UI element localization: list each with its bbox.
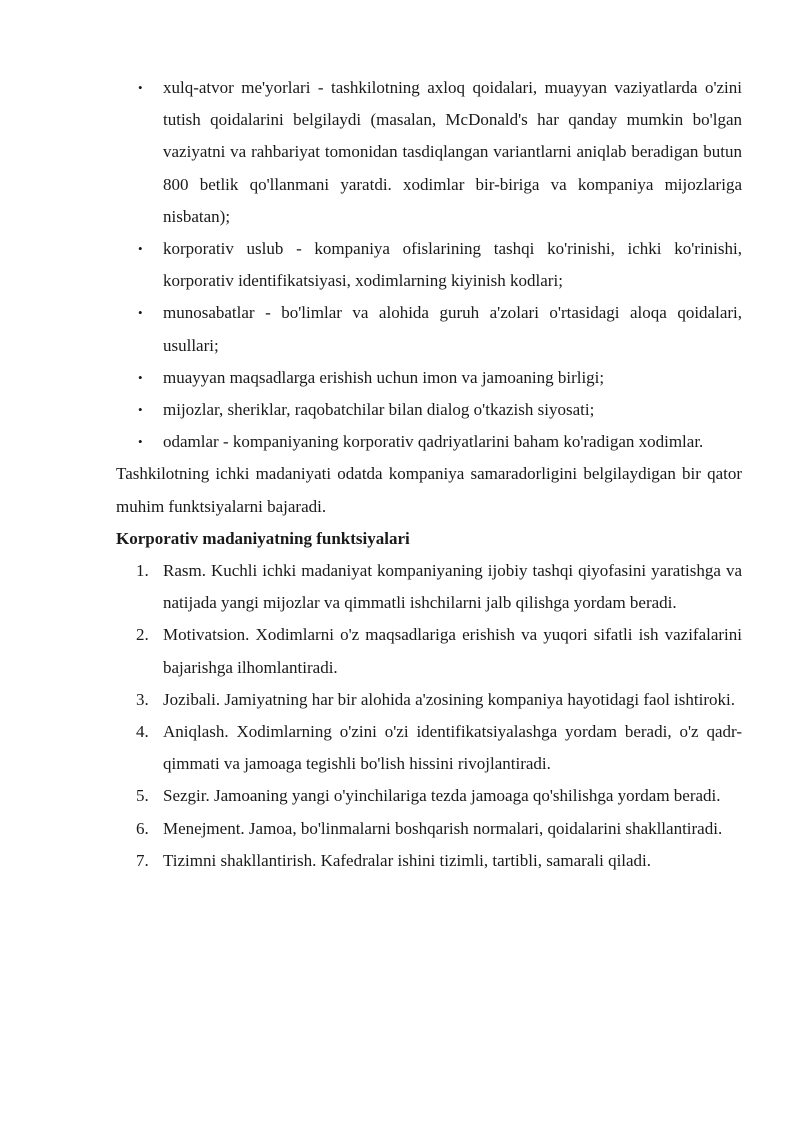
body-paragraph: Tashkilotning ichki madaniyati odatda kompaniya samaradorligini belgilaydigan bir qator muhim funktsiyalarni bajaradi. [116,464,742,516]
list-item [116,813,742,845]
bullet-icon: • [138,305,143,321]
list-item [116,297,742,361]
list-item-text: Tizimni shakllantirish. Kafedralar ishini tizimli, tartibli, samarali qiladi. [163,850,652,870]
item-number: 7. [136,850,149,870]
list-item [116,619,742,683]
item-number: 3. [136,689,149,709]
list-item-text: Sezgir. Jamoaning yangi o'yinchilariga tezda jamoaga qo'shilishga yordam beradi. [163,786,721,806]
list-item-text: odamlar - kompaniyaning korporativ qadriyatlarini baham ko'radigan xodimlar. [163,432,704,452]
bullet-list [116,72,742,458]
bullet-icon: • [138,434,143,450]
list-item-text: Motivatsion. Xodimlarni o'z maqsadlariga erishish va yuqori sifatli ish vazifalarini bajarishga ilhomlantiradi. [163,625,742,677]
list-item [116,780,742,812]
item-number: 4. [136,722,149,742]
list-item [116,362,742,394]
list-item-text: Menejment. Jamoa, bo'linmalarni boshqarish normalari, qoidalarini shakllantiradi. [163,818,723,838]
list-item-text: xulq-atvor me'yorlari - tashkilotning axloq qoidalari, muayyan vaziyatlarda o'zini tutish qoidalarini belgilaydi (masalan, McDonald's har qanday mumkin bo'lgan vaziyatni va rahbariyat tomonidan tasdiqlangan variantlarni aniqlab beradigan butun 800 betlik qo'llanmani yaratdi. xodimlar bir-biriga va kompaniya mijozlariga nisbatan); [163,78,742,226]
bullet-icon: • [138,402,143,418]
list-item-text: mijozlar, sheriklar, raqobatchilar bilan dialog o'tkazish siyosati; [163,400,595,420]
list-item-text: Rasm. Kuchli ichki madaniyat kompaniyaning ijobiy tashqi qiyofasini yaratishga va natijada yangi mijozlar va qimmatli ishchilarni jalb qilishga yordam beradi. [163,561,742,613]
list-item-text: Jozibali. Jamiyatning har bir alohida a'zosining kompaniya hayotidagi faol ishtiroki. [163,689,735,709]
item-number: 1. [136,561,149,581]
functions-list [116,555,742,877]
item-number: 6. [136,818,149,838]
list-item [116,426,742,458]
list-item [116,394,742,426]
section-heading: Korporativ madaniyatning funktsiyalari [116,528,410,548]
bullet-icon: • [138,241,143,257]
list-item-text: Aniqlash. Xodimlarning o'zini o'zi identifikatsiyalashga yordam beradi, o'z qadr-qimmati va jamoaga tegishli bo'lish hissini rivojlantiradi. [163,722,742,774]
item-number: 5. [136,786,149,806]
list-item [116,555,742,619]
list-item [116,684,742,716]
list-item [116,716,742,780]
list-item [116,233,742,297]
document-page [116,72,742,877]
bullet-icon: • [138,80,143,95]
list-item-text: munosabatlar - bo'limlar va alohida guruh a'zolari o'rtasidagi aloqa qoidalari, usullari; [163,303,742,355]
item-number: 2. [136,625,149,645]
bullet-icon: • [138,369,143,385]
list-item [116,845,742,877]
list-item-text: korporativ uslub - kompaniya ofislarining tashqi ko'rinishi, ichki ko'rinishi, korporativ identifikatsiyasi, xodimlarning kiyinish kodlari; [163,239,742,291]
list-item-text: muayyan maqsadlarga erishish uchun imon va jamoaning birligi; [163,367,605,387]
list-item [116,72,742,233]
